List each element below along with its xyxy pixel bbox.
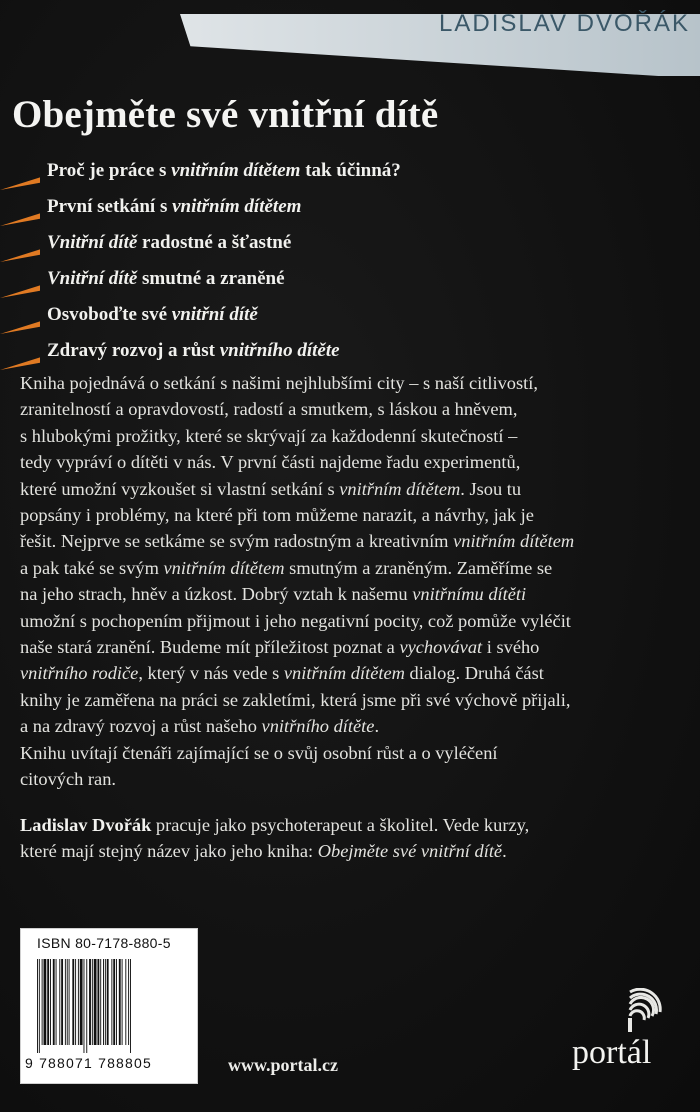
orange-wedge-icon bbox=[0, 352, 40, 370]
publisher-name: portál bbox=[572, 1034, 652, 1071]
text-run: , který v nás vede s bbox=[138, 663, 284, 684]
text-line bbox=[20, 634, 675, 660]
ean-number: 9 788071 788805 bbox=[25, 1055, 152, 1071]
barcode-bar bbox=[59, 959, 60, 1045]
book-title: Obejměte své vnitřní dítě bbox=[12, 93, 439, 136]
text-run: dialog. Druhá část bbox=[404, 663, 544, 684]
barcode-bar bbox=[61, 959, 63, 1045]
text-run: vnitřním dítětem bbox=[172, 196, 302, 217]
text-line bbox=[20, 581, 675, 607]
text-run: a na zdravý rozvoj a růst našeho bbox=[20, 716, 262, 737]
text-line bbox=[20, 370, 675, 396]
barcode-bar bbox=[56, 959, 57, 1045]
orange-wedge-icon bbox=[0, 208, 40, 226]
text-run: vnitřního dítěte bbox=[219, 340, 340, 361]
text-line bbox=[20, 713, 675, 739]
text-run: Obejměte své vnitřní dítě bbox=[317, 841, 503, 862]
text-run: vnitřním dítětem bbox=[453, 531, 575, 552]
barcode-bar bbox=[128, 959, 129, 1045]
text-run: První setkání s bbox=[47, 196, 173, 217]
text-run: smutné a zraněné bbox=[137, 268, 285, 289]
text-line bbox=[20, 423, 675, 449]
text-run: i svého bbox=[482, 637, 540, 658]
barcode-bar bbox=[75, 959, 76, 1045]
barcode-bar bbox=[122, 959, 123, 1045]
text-run: které mají stejný název jako jeho kniha: bbox=[20, 841, 318, 862]
barcode-bar bbox=[125, 959, 126, 1045]
text-run: Vnitřní dítě bbox=[47, 232, 138, 253]
barcode-bar bbox=[69, 959, 70, 1045]
toc-item bbox=[0, 266, 700, 302]
toc-item-label bbox=[47, 340, 340, 362]
text-line bbox=[20, 476, 675, 502]
text-run: popsány i problémy, na které při tom můžeme narazit, a návrhy, jak je bbox=[20, 505, 534, 526]
text-line bbox=[20, 766, 675, 792]
text-run: na jeho strach, hněv a úzkost. Dobrý vztah k našemu bbox=[20, 584, 413, 605]
barcode-bar bbox=[47, 959, 49, 1045]
barcode-bar bbox=[119, 959, 121, 1045]
orange-wedge-icon bbox=[0, 316, 40, 334]
text-run: umožní s pochopením přijmout i jeho negativní pocity, což pomůže vyléčit bbox=[20, 610, 571, 631]
text-run: vnitřní dítě bbox=[171, 304, 258, 325]
text-line bbox=[20, 449, 675, 475]
barcode-bar bbox=[111, 959, 112, 1045]
text-run: vnitřním dítětem bbox=[171, 160, 301, 181]
text-line bbox=[20, 687, 675, 713]
toc-item bbox=[0, 230, 700, 266]
text-run: s hlubokými prožitky, které se skrývají za každodenní skutečností – bbox=[20, 425, 518, 446]
barcode-bar bbox=[84, 959, 85, 1053]
text-run: vnitřního rodiče bbox=[20, 663, 139, 684]
text-run: Zdravý rozvoj a růst bbox=[47, 340, 220, 361]
text-run: . bbox=[502, 841, 507, 862]
text-line bbox=[20, 528, 675, 554]
text-run: . Jsou tu bbox=[460, 478, 522, 499]
text-run: Kniha pojednává o setkání s našimi nejhlubšími city – s naší citlivostí, bbox=[20, 373, 538, 393]
text-run: vychovávat bbox=[399, 637, 483, 658]
text-run: tedy vypráví o dítěti v nás. V první části najdeme řadu experimentů, bbox=[20, 452, 521, 473]
contents-list bbox=[0, 158, 700, 374]
toc-item bbox=[0, 194, 700, 230]
text-run: tak účinná? bbox=[300, 160, 401, 181]
toc-item bbox=[0, 338, 700, 374]
portal-logo-icon bbox=[626, 988, 666, 1034]
text-line bbox=[20, 740, 675, 766]
barcode-bar bbox=[67, 959, 68, 1045]
text-line bbox=[20, 838, 680, 864]
text-run: knihy je zaměřena na práci se zakletími, která jsme při své výchově přijali, bbox=[20, 689, 571, 710]
text-run: které umožní vyzkoušet si vlastní setkání s bbox=[20, 478, 340, 499]
barcode-bar bbox=[94, 959, 97, 1045]
barcode-bar bbox=[89, 959, 91, 1045]
text-run: pracuje jako psychoterapeut a školitel. Vede kurzy, bbox=[151, 815, 530, 835]
text-run: Knihu uvítají čtenáři zajímající se o svůj osobní růst a o vyléčení bbox=[20, 742, 498, 763]
barcode-bar bbox=[39, 959, 40, 1053]
barcode-bar bbox=[100, 959, 101, 1045]
orange-wedge-icon bbox=[0, 172, 40, 190]
text-run: vnitřnímu dítěti bbox=[412, 584, 527, 605]
text-line bbox=[20, 608, 675, 634]
barcode-bar bbox=[103, 959, 104, 1045]
barcode-box bbox=[20, 928, 198, 1084]
text-run: citových ran. bbox=[20, 769, 117, 790]
barcode-bar bbox=[130, 959, 131, 1053]
text-run: vnitřním dítětem bbox=[339, 478, 461, 499]
barcode-bar bbox=[107, 959, 109, 1045]
text-run: radostné a šťastné bbox=[137, 232, 292, 253]
publisher-logo bbox=[572, 988, 672, 1084]
barcode-bar bbox=[42, 959, 43, 1045]
text-line bbox=[20, 396, 675, 422]
book-description bbox=[20, 370, 675, 793]
text-run: smutným a zraněným. Zaměříme se bbox=[284, 557, 553, 578]
text-line bbox=[20, 555, 675, 581]
text-run: . bbox=[374, 716, 380, 737]
barcode-bar bbox=[80, 959, 83, 1045]
isbn-number: ISBN 80-7178-880-5 bbox=[37, 935, 171, 951]
text-run: vnitřním dítětem bbox=[283, 663, 405, 684]
toc-item-label bbox=[47, 232, 291, 254]
toc-item-label bbox=[47, 304, 258, 326]
author-name: LADISLAV DVOŘÁK bbox=[439, 10, 690, 37]
barcode-bar bbox=[92, 959, 93, 1045]
barcode-bar bbox=[50, 959, 51, 1045]
barcode-bar bbox=[105, 959, 106, 1045]
barcode-bar bbox=[113, 959, 115, 1045]
barcode-bar bbox=[78, 959, 79, 1045]
text-run: naše stará zranění. Budeme mít příležitost poznat a bbox=[20, 637, 400, 658]
text-run: Vnitřní dítě bbox=[47, 268, 138, 289]
text-line bbox=[20, 812, 680, 838]
toc-item-label bbox=[47, 196, 301, 218]
toc-item bbox=[0, 302, 700, 338]
barcode-bar bbox=[44, 959, 47, 1045]
barcode-bar bbox=[97, 959, 99, 1045]
publisher-website: www.portal.cz bbox=[228, 1055, 338, 1075]
text-run: zranitelností a opravdovostí, radostí a smutkem, s láskou a hněvem, bbox=[20, 399, 518, 420]
toc-item bbox=[0, 158, 700, 194]
barcode-icon bbox=[35, 959, 185, 1053]
text-run: Proč je práce s bbox=[47, 160, 172, 181]
author-bio bbox=[20, 812, 680, 865]
text-run: Ladislav Dvořák bbox=[20, 815, 152, 835]
orange-wedge-icon bbox=[0, 244, 40, 262]
toc-item-label bbox=[47, 160, 401, 182]
text-run: řešit. Nejprve se setkáme se svým radostným a kreativním bbox=[20, 531, 454, 552]
text-run: Osvoboďte své bbox=[47, 304, 172, 325]
text-line bbox=[20, 502, 675, 528]
barcode-bar bbox=[53, 959, 55, 1045]
text-run: a pak také se svým bbox=[20, 557, 164, 578]
toc-item-label bbox=[47, 268, 285, 290]
barcode-bar bbox=[86, 959, 87, 1053]
text-run: vnitřního dítěte bbox=[261, 716, 375, 737]
barcode-bar bbox=[72, 959, 74, 1045]
text-run: vnitřním dítětem bbox=[163, 557, 285, 578]
barcode-bar bbox=[116, 959, 117, 1045]
orange-wedge-icon bbox=[0, 280, 40, 298]
text-line bbox=[20, 660, 675, 686]
barcode-bar bbox=[37, 959, 38, 1053]
barcode-bar bbox=[65, 959, 66, 1045]
